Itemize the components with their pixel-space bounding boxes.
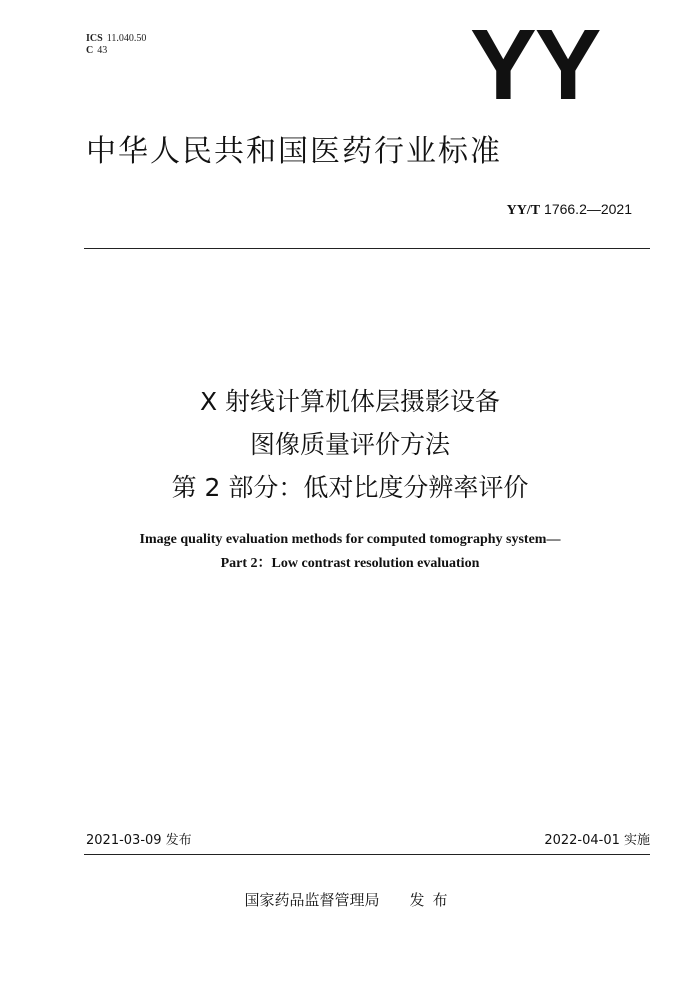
english-title-line-2: Part 2：Low contrast resolution evaluation (220, 556, 480, 571)
ccs-code-line (86, 45, 146, 57)
bottom-divider (84, 854, 650, 855)
chinese-title (50, 380, 650, 509)
chinese-title-line-2: 图像质量评价方法 (249, 430, 450, 459)
ics-code: 11.040.50 (106, 33, 147, 44)
standard-number-value: 1766.2—2021 (544, 201, 632, 217)
chinese-title-line-1: X 射线计算机体层摄影设备 (199, 387, 501, 416)
english-title (50, 528, 650, 576)
standard-number-prefix: YY/T (506, 203, 541, 218)
publisher-action: 发布 (409, 891, 456, 909)
ccs-code: 43 (97, 45, 108, 56)
classification-codes (86, 33, 146, 57)
yy-logo: YY (470, 9, 600, 121)
standard-category-title: 中华人民共和国医药行业标准 (86, 134, 502, 169)
issue-date: 2021-03-09 发布 (86, 833, 192, 848)
chinese-title-line-3: 第 2 部分：低对比度分辨率评价 (171, 473, 529, 502)
standard-number (507, 200, 632, 220)
ics-label: ICS (86, 33, 103, 44)
english-title-line-1: Image quality evaluation methods for computed tomography system— (139, 532, 561, 547)
top-divider (84, 248, 650, 249)
publisher (0, 890, 700, 910)
ccs-label: C (86, 45, 94, 56)
ics-code-line (86, 33, 146, 45)
publisher-name: 国家药品监督管理局 (244, 891, 380, 909)
implementation-date: 2022-04-01 实施 (544, 833, 650, 848)
